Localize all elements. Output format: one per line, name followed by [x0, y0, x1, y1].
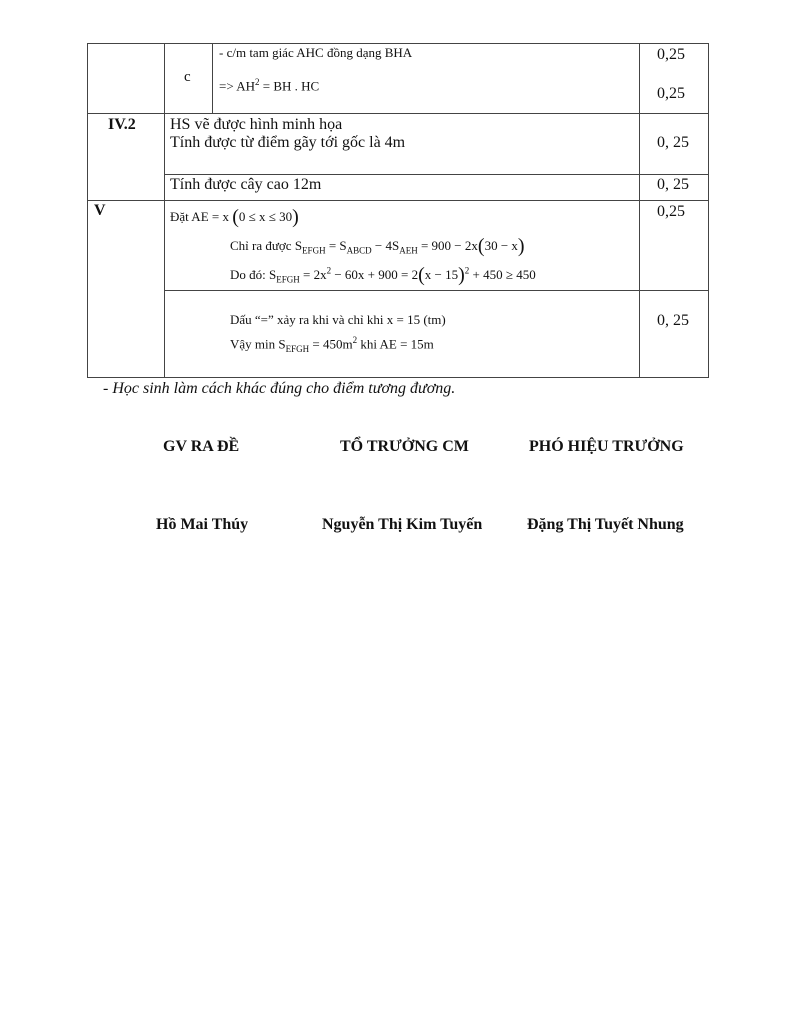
row-iv2-line3: Tính được cây cao 12m	[170, 176, 322, 193]
signature-name-pho-hieu-truong: Đặng Thị Tuyết Nhung	[527, 516, 684, 533]
row-iv2-score-2: 0, 25	[657, 176, 689, 193]
row-c-score-2: 0,25	[657, 85, 685, 102]
column-divider	[639, 43, 640, 378]
row-iv2-label: IV.2	[108, 116, 136, 133]
row-iv2-score-1: 0, 25	[657, 134, 689, 151]
signature-title-to-truong: TỔ TRƯỞNG CM	[340, 438, 469, 455]
row-divider	[164, 174, 709, 175]
table-border-bottom	[87, 377, 709, 378]
signature-title-pho-hieu-truong: PHÓ HIỆU TRƯỞNG	[529, 438, 684, 455]
row-c-score-1: 0,25	[657, 46, 685, 63]
row-iv2-line1: HS vẽ được hình minh họa	[170, 116, 343, 133]
row-v-chira: Chỉ ra được $S_{EFGH} = S_{ABCD} - 4S_{AEH} = 900 - 2x(30 - x)$	[230, 235, 525, 257]
signature-name-gv: Hồ Mai Thúy	[156, 516, 249, 533]
signature-title-gv: GV RA ĐỀ	[163, 438, 240, 455]
row-divider	[87, 113, 709, 114]
note-alternative-method: - Học sinh làm cách khác đúng cho điểm tương đương.	[103, 380, 456, 397]
row-divider	[87, 200, 709, 201]
signature-name-to-truong: Nguyễn Thị Kim Tuyến	[322, 516, 483, 533]
row-v-vay: Vậy $\min S_{EFGH} = 450m^2$ khi AE = 15m	[230, 335, 434, 354]
row-c-line1: - c/m tam giác AHC đồng dạng BHA	[219, 45, 413, 60]
row-v-label: V	[94, 202, 106, 219]
row-divider	[164, 290, 709, 291]
row-c-label: c	[184, 69, 191, 85]
column-divider	[164, 43, 165, 378]
table-border-right	[708, 43, 709, 378]
row-v-score-1: 0,25	[657, 203, 685, 220]
row-v-dodo: Do đó: $S_{EFGH} = 2x^2 - 60x + 900 = 2(x - 15)^2 + 450 \ge 450$	[230, 264, 536, 286]
row-v-score-2: 0, 25	[657, 312, 689, 329]
row-v-dau: Dấu “=” xảy ra khi và chỉ khi x = 15 (tm)	[230, 312, 446, 327]
row-iv2-line2: Tính được từ điểm gãy tới gốc là 4m	[170, 134, 406, 151]
row-c-line2: => $AH^2$ = BH . HC	[219, 77, 320, 94]
column-divider	[212, 43, 213, 114]
table-border-left	[87, 43, 88, 378]
row-v-dat: Đặt AE = x (0 ≤ x ≤ 30)	[170, 206, 299, 228]
table-border-top	[87, 43, 709, 44]
